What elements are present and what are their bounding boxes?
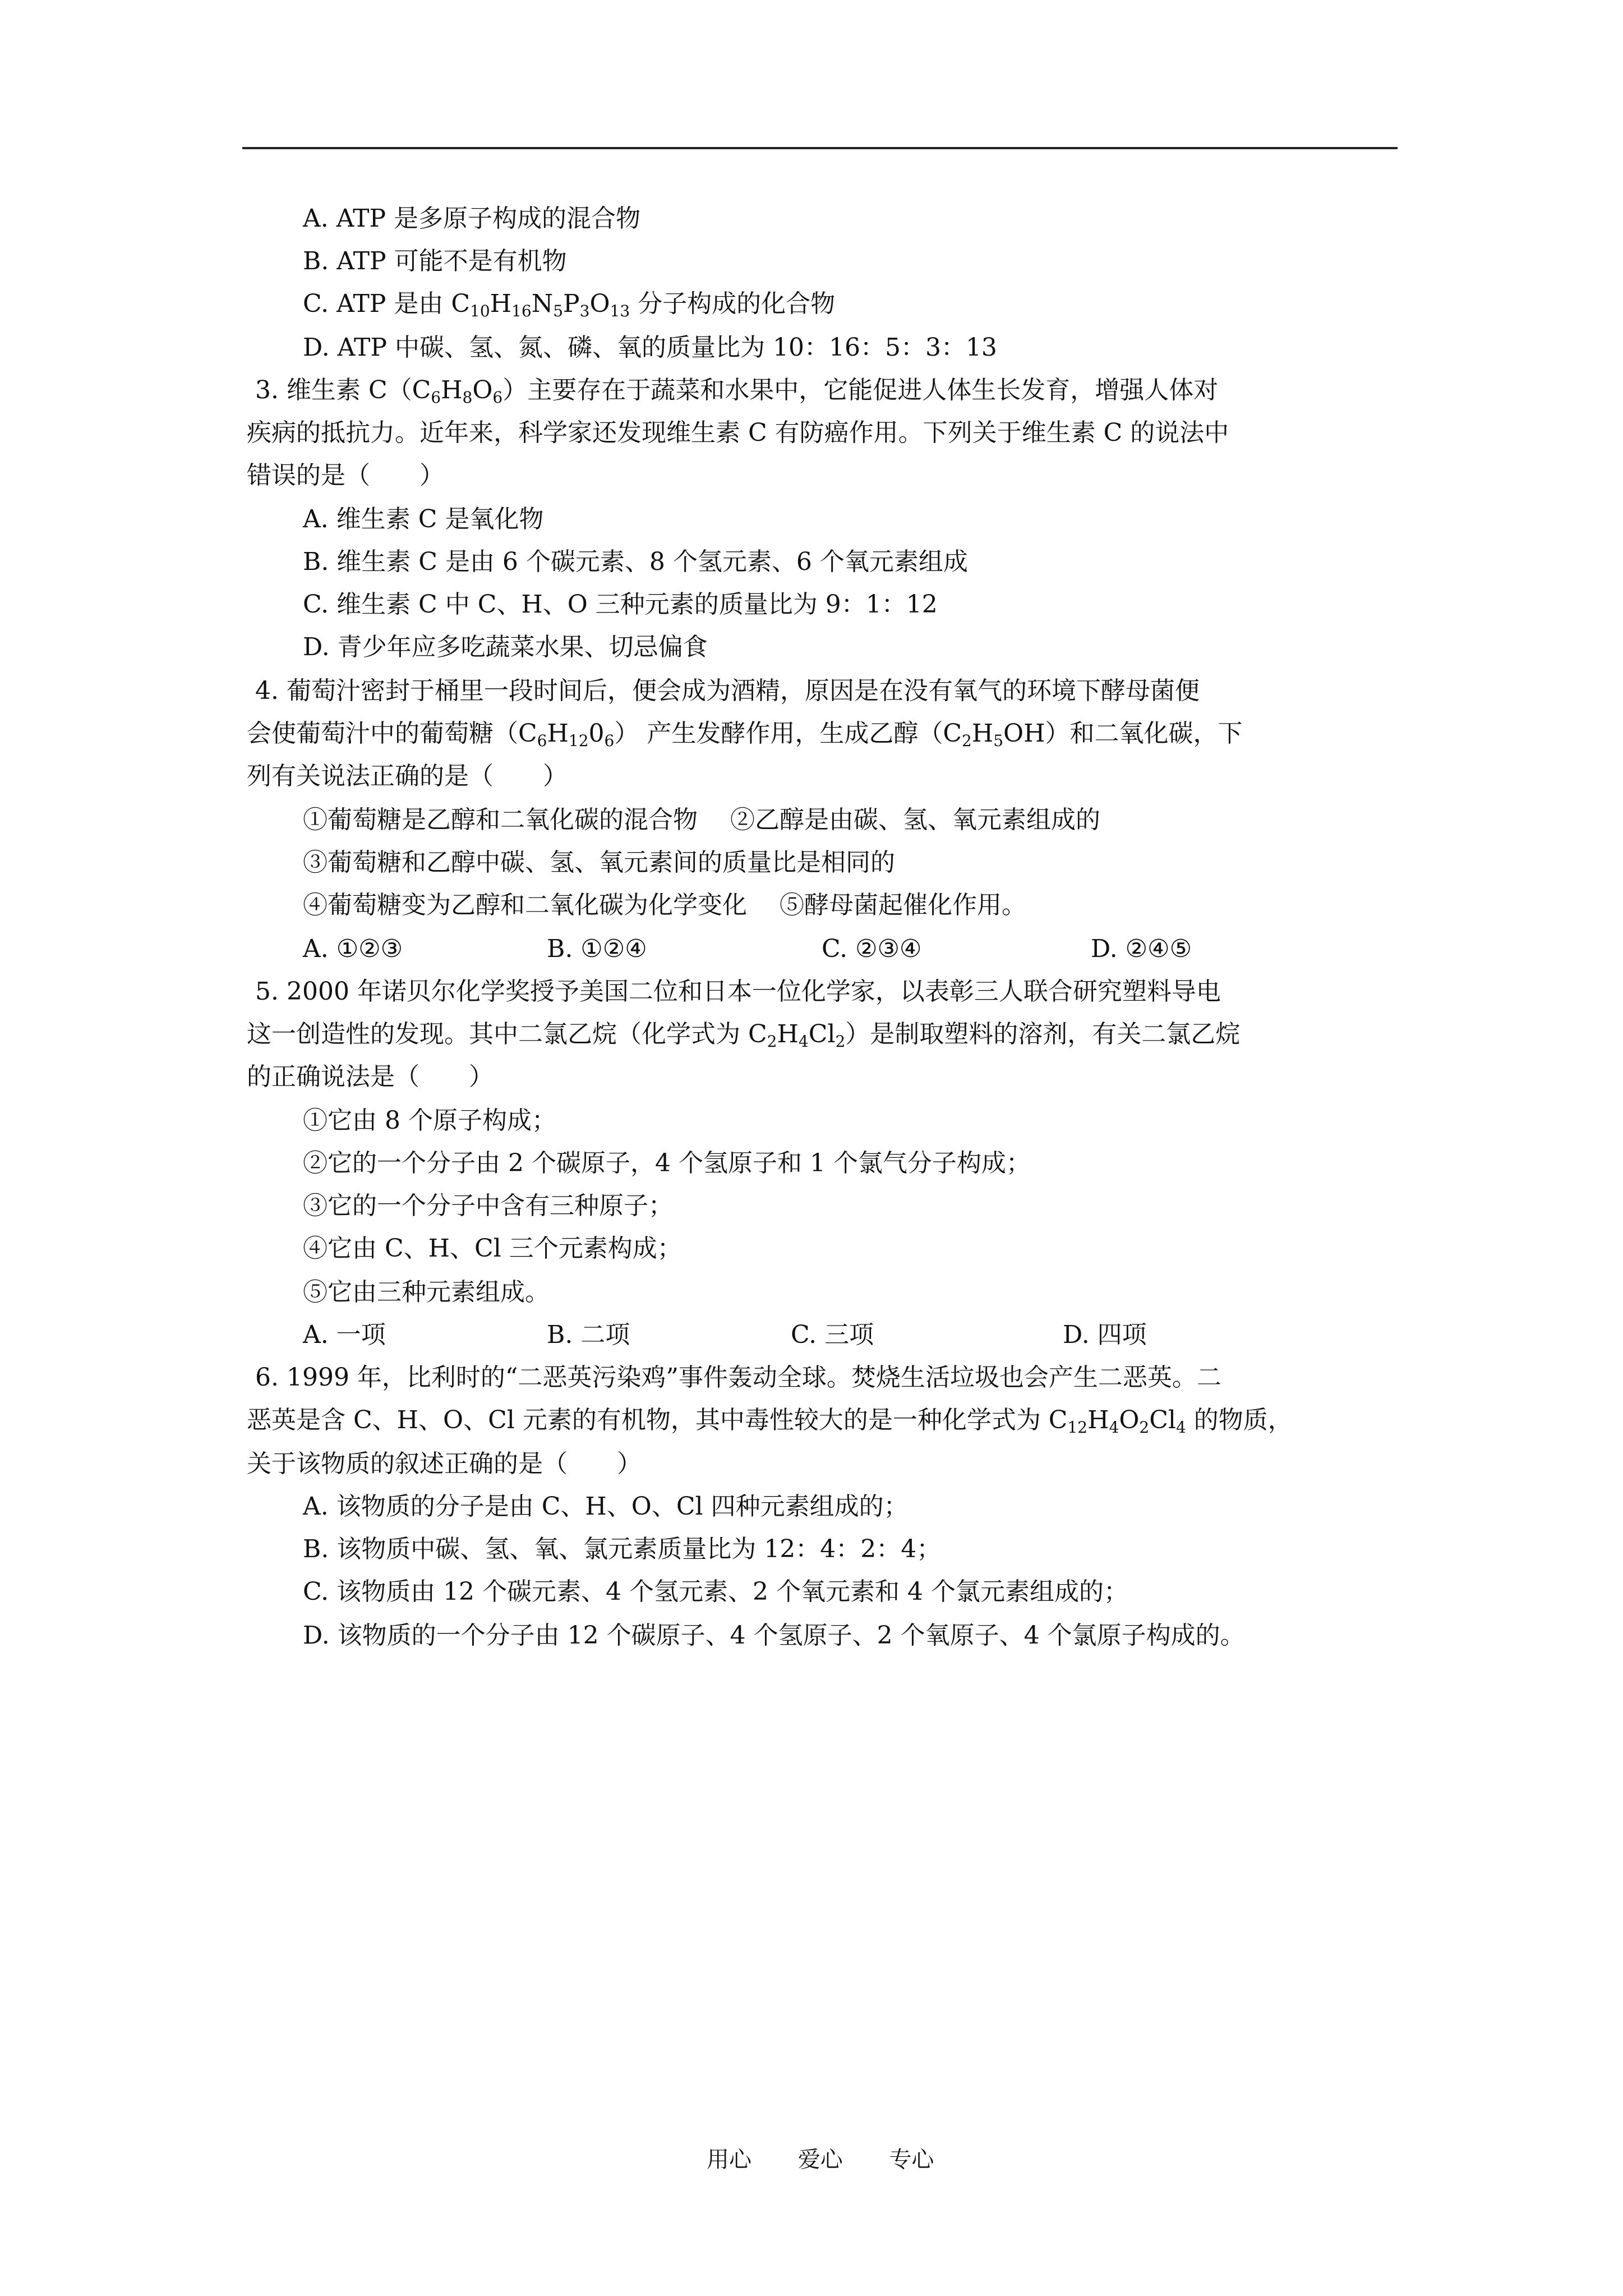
q3-option-c [303, 588, 938, 622]
text-run: C. ATP 是由 C [303, 289, 471, 318]
subscript: 8 [462, 388, 473, 407]
text-run: 分子构成的化合物 [630, 289, 836, 318]
q3-stem-line-1 [255, 374, 1218, 407]
text-run: P [563, 289, 580, 318]
header-rule [242, 147, 1398, 149]
text-run: 3. 维生素 C（C [255, 376, 431, 404]
subscript: 4 [1175, 1418, 1186, 1437]
footer-word-1: 用心 [707, 2147, 751, 2173]
q5-statement-4 [303, 1232, 682, 1266]
q2-option-c [303, 287, 835, 321]
q5-stem-line-2 [247, 1018, 1240, 1051]
subscript: 6 [492, 388, 503, 407]
text-run: ③葡萄糖和乙醇中碳、氢、氧元素间的质量比是相同的 [303, 848, 895, 877]
text-run: D. ATP 中碳、氢、氮、磷、氧的质量比为 10：16：5：3：13 [303, 333, 997, 362]
subscript: 5 [553, 302, 564, 320]
text-run: ①它由 8 个原子构成； [303, 1106, 556, 1135]
text-run: ③它的一个分子中含有三种原子； [303, 1191, 673, 1220]
text-run: ）是制取塑料的溶剂，有关二氯乙烷 [845, 1020, 1241, 1048]
text-run: ②它的一个分子由 2 个碳原子，4 个氢原子和 1 个氯气分子构成； [303, 1149, 1031, 1177]
q5-choice-d: D. 四项 [1063, 1320, 1147, 1349]
text-run: B. 维生素 C 是由 6 个碳元素、8 个氢元素、6 个氧元素组成 [303, 547, 968, 576]
text-run: B. ATP 可能不是有机物 [303, 247, 567, 275]
footer-word-2: 爱心 [797, 2147, 843, 2173]
q4-statement-line-3 [303, 889, 1026, 922]
text-run: C. 维生素 C 中 C、H、O 三种元素的质量比为 9：1：12 [303, 590, 938, 619]
text-run: H [547, 719, 569, 748]
text-run: 5. 2000 年诺贝尔化学奖授予美国二位和日本一位化学家，以表彰三人联合研究塑料导电 [255, 977, 1221, 1006]
subscript: 6 [604, 731, 615, 750]
q4-choice-d: D. ②④⑤ [1091, 935, 1192, 963]
text-run: H [490, 289, 512, 318]
text-run: 会使葡萄汁中的葡萄糖（C [247, 719, 537, 748]
text-run: ⑤它由三种元素组成。 [303, 1278, 550, 1306]
q2-option-a [303, 202, 640, 236]
text-run: N [531, 289, 554, 318]
text-run: Cl [1149, 1406, 1176, 1434]
text-run: 6. 1999 年，比利时的“二恶英污染鸡”事件轰动全球。焚烧生活垃圾也会产生二恶英。二 [255, 1363, 1221, 1392]
footer-word-3: 专心 [889, 2147, 934, 2173]
q3-option-b [303, 545, 968, 579]
text-run: 4. 葡萄汁密封于桶里一段时间后，便会成为酒精，原因是在没有氧气的环境下酵母菌便 [255, 677, 1200, 705]
q3-stem-line-2 [247, 416, 1229, 450]
q6-option-c [303, 1575, 1128, 1609]
q6-option-a [303, 1490, 909, 1524]
q4-statement-line-2 [303, 846, 895, 880]
subscript: 6 [431, 388, 441, 407]
text-run: 0 [588, 719, 605, 748]
q4-choice-b: B. ①②④ [547, 935, 647, 963]
text-run: O [1119, 1406, 1140, 1434]
q3-option-d [303, 631, 708, 664]
q6-option-b [303, 1533, 941, 1566]
q6-stem-line-2 [247, 1404, 1293, 1437]
text-run: 这一创造性的发现。其中二氯乙烷（化学式为 C [247, 1020, 767, 1048]
q6-stem-line-3 [247, 1447, 642, 1481]
q4-stem-line-3 [247, 760, 568, 793]
q6-option-d [303, 1619, 1245, 1653]
q5-statement-2 [303, 1147, 1031, 1180]
q6-stem-line-1 [255, 1361, 1221, 1395]
subscript: 13 [610, 302, 630, 320]
text-run: O [472, 376, 493, 404]
text-run: A. ATP 是多原子构成的混合物 [303, 204, 641, 233]
text-run: 的正确说法是（ ） [247, 1062, 494, 1091]
text-run: H [971, 719, 994, 748]
text-run: B. 该物质中碳、氢、氧、氯元素质量比为 12：4：2：4； [303, 1535, 942, 1563]
q3-option-a [303, 503, 543, 536]
text-run: A. 维生素 C 是氧化物 [303, 505, 544, 533]
q4-choice-c: C. ②③④ [822, 935, 922, 963]
subscript: 3 [579, 302, 590, 320]
text-run: 疾病的抵抗力。近年来，科学家还发现维生素 C 有防癌作用。下列关于维生素 C 的说法中 [247, 418, 1229, 447]
subscript: 16 [511, 302, 532, 320]
text-run: D. 青少年应多吃蔬菜水果、切忌偏食 [303, 633, 708, 661]
subscript: 2 [767, 1032, 777, 1051]
q5-choice-c: C. 三项 [791, 1320, 874, 1349]
q2-option-b [303, 245, 567, 278]
text-run: 恶英是含 C、H、O、Cl 元素的有机物，其中毒性较大的是一种化学式为 C [247, 1406, 1068, 1434]
subscript: 5 [993, 731, 1004, 750]
text-run: 列有关说法正确的是（ ） [247, 762, 568, 790]
q4-choice-a: A. ①②③ [303, 935, 403, 963]
text-run: O [589, 289, 610, 318]
q5-statement-5 [303, 1276, 550, 1309]
text-run: D. 该物质的一个分子由 12 个碳原子、4 个氢原子、2 个氧原子、4 个氯原子构成的。 [303, 1621, 1245, 1650]
q5-choice-b: B. 二项 [547, 1320, 630, 1349]
q5-stem-line-1 [255, 975, 1221, 1009]
subscript: 2 [1139, 1418, 1150, 1437]
text-run: A. 该物质的分子是由 C、H、O、Cl 四种元素组成的； [303, 1492, 909, 1521]
text-run: C. 该物质由 12 个碳元素、4 个氢元素、2 个氧元素和 4 个氯元素组成的； [303, 1577, 1128, 1606]
text-run: ④葡萄糖变为乙醇和二氧化碳为化学变化 ⑤酵母菌起催化作用。 [303, 891, 1026, 919]
q2-option-d [303, 331, 997, 365]
text-run: 关于该物质的叙述正确的是（ ） [247, 1450, 642, 1478]
q3-stem-line-3 [247, 459, 444, 493]
q5-statement-3 [303, 1189, 673, 1223]
text-run: H [441, 376, 463, 404]
subscript: 4 [1109, 1418, 1119, 1437]
text-run: H [777, 1020, 799, 1048]
q5-choice-a: A. 一项 [303, 1320, 386, 1349]
q5-stem-line-3 [247, 1060, 494, 1094]
subscript: 12 [568, 731, 589, 750]
subscript: 10 [470, 302, 490, 320]
q4-stem-line-1 [255, 674, 1200, 708]
text-run: ①葡萄糖是乙醇和二氧化碳的混合物 ②乙醇是由碳、氢、氧元素组成的 [303, 806, 1100, 834]
subscript: 12 [1067, 1418, 1088, 1437]
subscript: 6 [537, 731, 547, 750]
text-run: 错误的是（ ） [247, 461, 444, 490]
q4-statement-line-1 [303, 803, 1100, 837]
text-run: OH）和二氧化碳，下 [1003, 719, 1243, 748]
subscript: 2 [835, 1032, 846, 1051]
q4-stem-line-2 [247, 717, 1242, 751]
text-run: ） 产生发酵作用，生成乙醇（C [614, 719, 962, 748]
page-footer [707, 2143, 973, 2177]
text-run: ④它由 C、H、Cl 三个元素构成； [303, 1234, 682, 1263]
text-run: H [1087, 1406, 1109, 1434]
text-run: ）主要存在于蔬菜和水果中，它能促进人体生长发育，增强人体对 [502, 376, 1219, 404]
subscript: 4 [798, 1032, 809, 1051]
subscript: 2 [962, 731, 972, 750]
q5-statement-1 [303, 1104, 556, 1138]
text-run: Cl [808, 1020, 836, 1048]
text-run: 的物质， [1186, 1406, 1293, 1434]
